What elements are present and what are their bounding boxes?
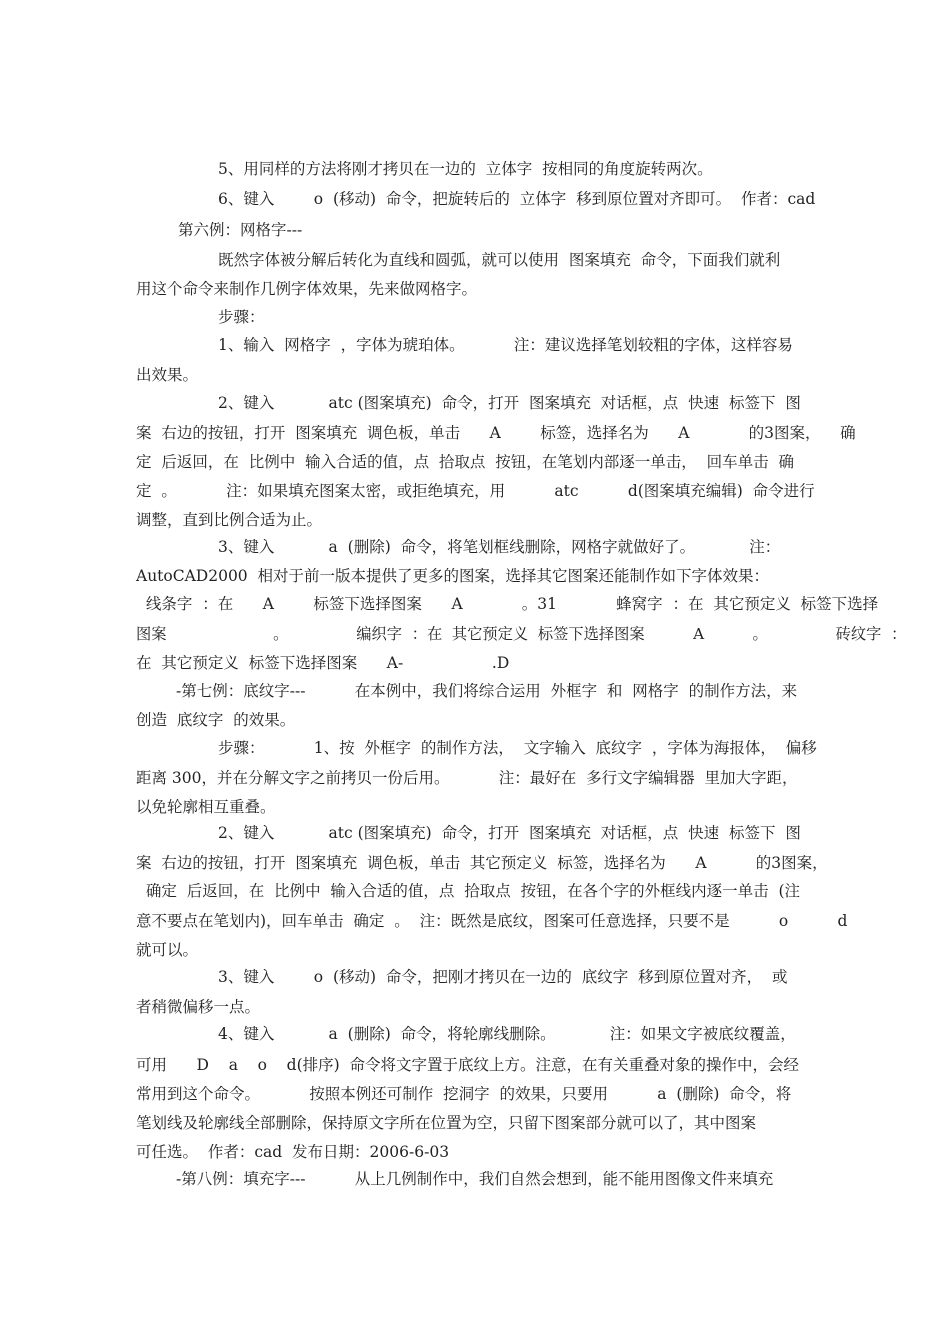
- text-line: 创造 底纹字 的效果。: [136, 711, 296, 729]
- text-line: 用这个命令来制作几例字体效果，先来做网格字。: [136, 280, 478, 298]
- text-line: 以免轮廓相互重叠。: [136, 798, 276, 816]
- text-line: 步骤： 1、按 外框字 的制作方法， 文字输入 底纹字 ，字体为海报体， 偏移: [218, 739, 817, 757]
- text-line: 可任选。 作者：cad 发布日期：2006-6-03: [136, 1143, 450, 1161]
- text-line: 定 后返回，在 比例中 输入合适的值，点 拾取点 按钮，在笔划内部逐一单击， 回车单击 确: [136, 453, 794, 471]
- text-line: 3、键入 a (删除) 命令，将笔划框线删除，网格字就做好了。 注：: [218, 538, 781, 556]
- text-line: 确定 后返回，在 比例中 输入合适的值，点 拾取点 按钮，在各个字的外框线内逐一单击 (注: [136, 882, 801, 900]
- text-line: 常用到这个命令。 按照本例还可制作 挖洞字 的效果，只要用 a (删除) 命令，将: [136, 1085, 792, 1103]
- text-line: 调整，直到比例合适为止。: [136, 511, 323, 529]
- text-line: 案 右边的按钮，打开 图案填充 调色板，单击 其它预定义 标签，选择名为 A 的3图案，: [136, 854, 828, 872]
- section-heading-8: -第八例：填充字--- 从上几例制作中，我们自然会想到，能不能用图像文件来填充: [176, 1170, 774, 1188]
- text-line: 距离 300，并在分解文字之前拷贝一份后用。 注：最好在 多行文字编辑器 里加大字距，: [136, 769, 798, 787]
- text-line: 线条字 ：在 A 标签下选择图案 A 。31 蜂窝字 ：在 其它预定义 标签下选择: [136, 595, 879, 613]
- text-line: 1、输入 网格字 ，字体为琥珀体。 注：建议选择笔划较粗的字体，这样容易: [218, 336, 793, 354]
- text-line: 就可以。: [136, 941, 199, 959]
- text-line: 案 右边的按钮，打开 图案填充 调色板，单击 A 标签，选择名为 A 的3图案， 确: [136, 424, 856, 442]
- text-line: 5、用同样的方法将刚才拷贝在一边的 立体字 按相同的角度旋转两次。: [218, 160, 713, 178]
- text-line: 可用 D a o d(排序) 命令将文字置于底纹上方。注意，在有关重叠对象的操作中，会经: [136, 1056, 800, 1074]
- text-line: 图案 。 编织字 ：在 其它预定义 标签下选择图案 A 。 砖纹字 ：: [136, 625, 907, 643]
- text-line: 意不要点在笔划内)，回车单击 确定 。 注：既然是底纹，图案可任意选择，只要不是 o d: [136, 912, 848, 930]
- text-line: 在 其它预定义 标签下选择图案 A- .D: [136, 654, 510, 672]
- text-line: 6、键入 o (移动) 命令，把旋转后的 立体字 移到原位置对齐即可。 作者：cad: [218, 190, 816, 208]
- text-line: 者稍微偏移一点。: [136, 998, 261, 1016]
- text-line: 4、键入 a (删除) 命令，将轮廓线删除。 注：如果文字被底纹覆盖，: [218, 1025, 796, 1043]
- text-line: 定 。 注：如果填充图案太密，或拒绝填充，用 atc d(图案填充编辑) 命令进行: [136, 482, 815, 500]
- steps-label: 步骤：: [218, 308, 265, 326]
- text-line: 2、键入 atc (图案填充) 命令，打开 图案填充 对话框，点 快速 标签下 图: [218, 394, 801, 412]
- text-line: AutoCAD2000 相对于前一版本提供了更多的图案，选择其它图案还能制作如下字体效果：: [136, 567, 770, 585]
- text-line: 2、键入 atc (图案填充) 命令，打开 图案填充 对话框，点 快速 标签下 图: [218, 824, 801, 842]
- text-line: 笔划线及轮廓线全部删除，保持原文字所在位置为空，只留下图案部分就可以了，其中图案: [136, 1114, 757, 1132]
- section-heading-7: -第七例：底纹字--- 在本例中，我们将综合运用 外框字 和 网格字 的制作方法，来: [176, 682, 798, 700]
- section-heading-6: 第六例：网格字---: [178, 221, 303, 239]
- text-line: 既然字体被分解后转化为直线和圆弧，就可以使用 图案填充 命令，下面我们就利: [218, 251, 781, 269]
- text-line: 3、键入 o (移动) 命令，把刚才拷贝在一边的 底纹字 移到原位置对齐， 或: [218, 968, 788, 986]
- text-line: 出效果。: [136, 366, 199, 384]
